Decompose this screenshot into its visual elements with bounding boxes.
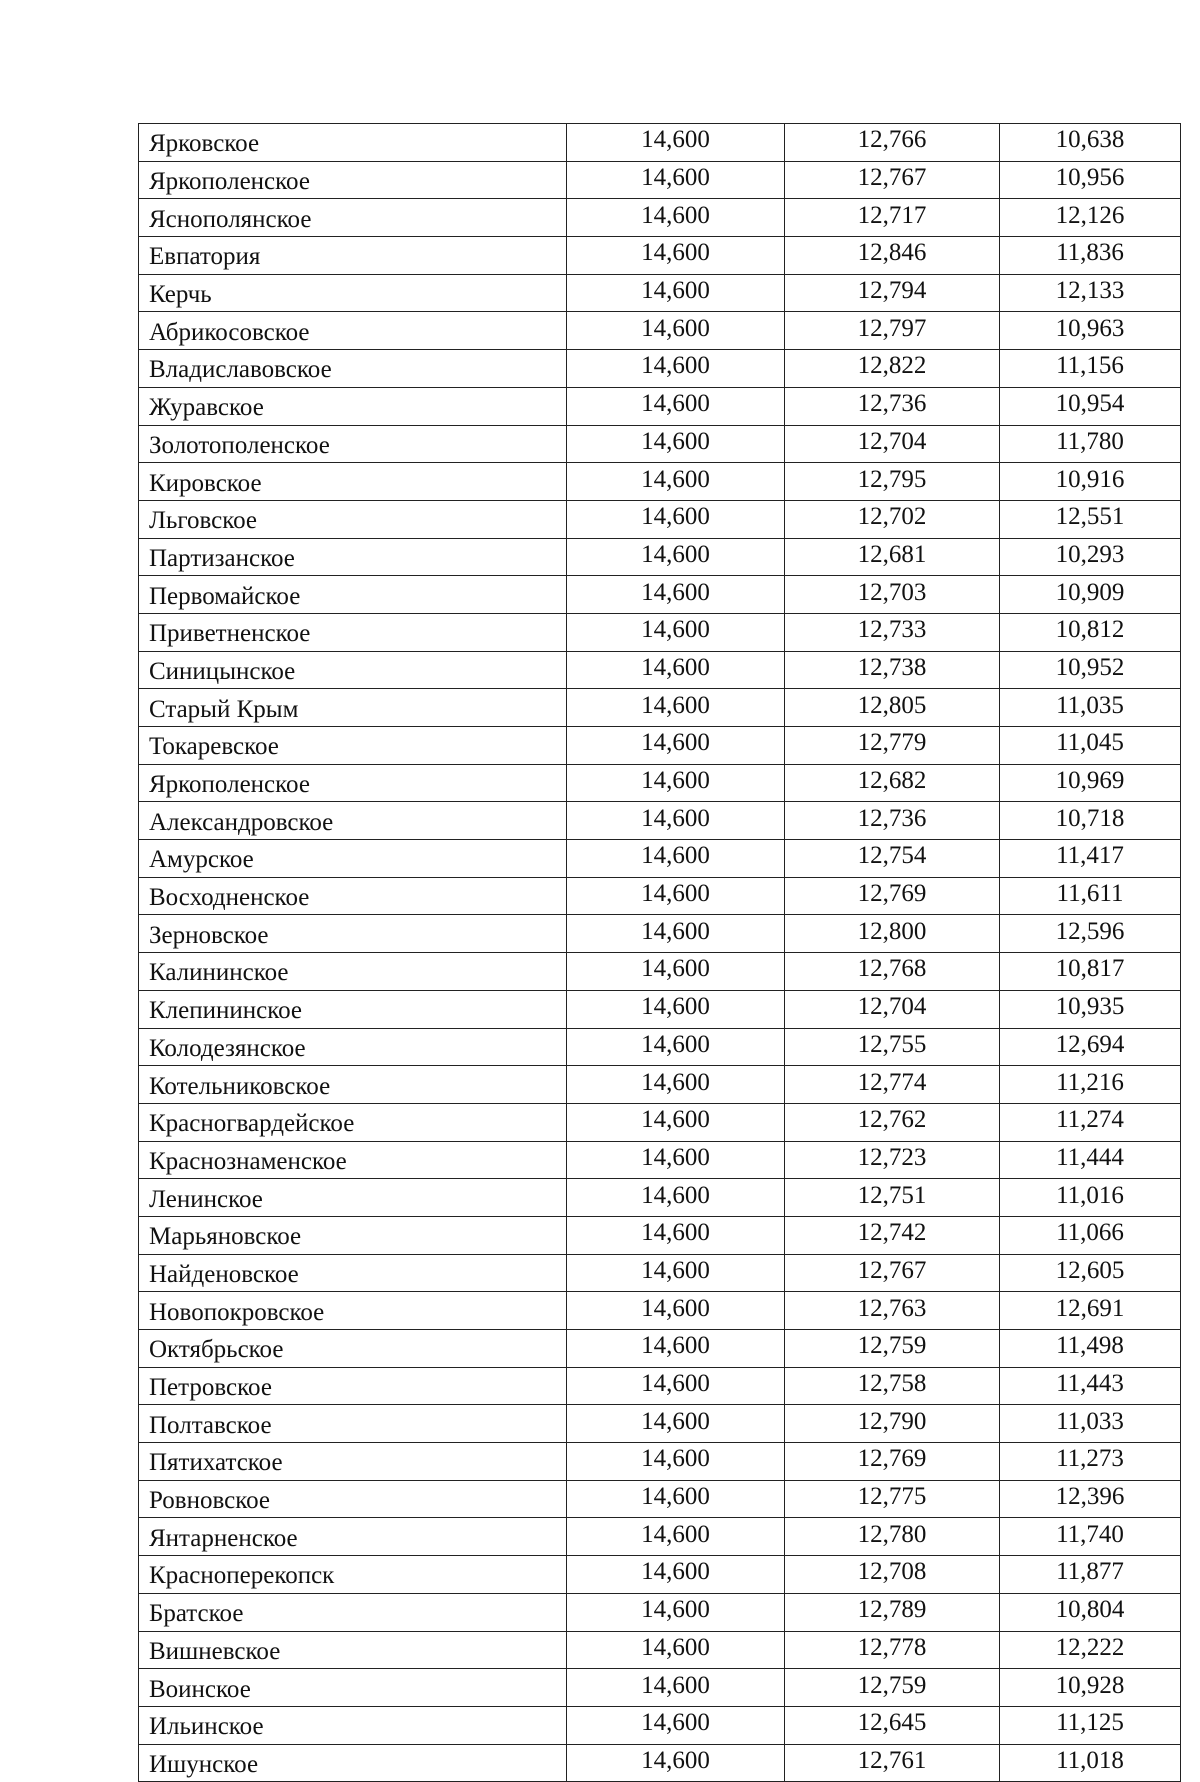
value-3-cell: 11,498 [1000,1330,1181,1368]
value-1-cell: 14,600 [567,463,785,501]
value-2-cell: 12,762 [785,1103,1000,1141]
value-3-cell: 10,952 [1000,651,1181,689]
table-row [139,1103,1181,1141]
value-3-cell: 11,066 [1000,1216,1181,1254]
table-row [139,613,1181,651]
table-row [139,1669,1181,1707]
table-row [139,1518,1181,1556]
value-2-cell: 12,736 [785,802,1000,840]
table-row [139,1631,1181,1669]
settlement-name-cell: Ишунское [139,1744,567,1782]
value-1-cell: 14,600 [567,651,785,689]
value-2-cell: 12,775 [785,1480,1000,1518]
table-row [139,1254,1181,1292]
value-2-cell: 12,846 [785,237,1000,275]
value-2-cell: 12,742 [785,1216,1000,1254]
value-2-cell: 12,769 [785,1443,1000,1481]
value-2-cell: 12,758 [785,1367,1000,1405]
settlement-name-cell: Ярковское [139,124,567,162]
value-2-cell: 12,759 [785,1669,1000,1707]
table-row [139,1593,1181,1631]
value-2-cell: 12,708 [785,1556,1000,1594]
value-2-cell: 12,763 [785,1292,1000,1330]
value-1-cell: 14,600 [567,1405,785,1443]
value-3-cell: 12,694 [1000,1028,1181,1066]
value-2-cell: 12,702 [785,500,1000,538]
value-2-cell: 12,767 [785,1254,1000,1292]
value-1-cell: 14,600 [567,1330,785,1368]
value-1-cell: 14,600 [567,613,785,651]
value-1-cell: 14,600 [567,1292,785,1330]
value-1-cell: 14,600 [567,877,785,915]
value-1-cell: 14,600 [567,1103,785,1141]
settlement-name-cell: Старый Крым [139,689,567,727]
value-1-cell: 14,600 [567,237,785,275]
value-1-cell: 14,600 [567,915,785,953]
settlement-name-cell: Журавское [139,387,567,425]
value-2-cell: 12,779 [785,727,1000,765]
value-1-cell: 14,600 [567,1066,785,1104]
value-2-cell: 12,766 [785,124,1000,162]
table-row [139,1066,1181,1104]
value-1-cell: 14,600 [567,1480,785,1518]
table-row [139,689,1181,727]
value-2-cell: 12,681 [785,538,1000,576]
settlement-name-cell: Яркополенское [139,764,567,802]
table-row [139,312,1181,350]
value-1-cell: 14,600 [567,1744,785,1782]
value-1-cell: 14,600 [567,990,785,1028]
settlement-name-cell: Братское [139,1593,567,1631]
value-3-cell: 11,016 [1000,1179,1181,1217]
settlement-name-cell: Найденовское [139,1254,567,1292]
table-row [139,387,1181,425]
settlement-name-cell: Петровское [139,1367,567,1405]
value-2-cell: 12,645 [785,1706,1000,1744]
settlement-name-cell: Золотополенское [139,425,567,463]
value-2-cell: 12,789 [785,1593,1000,1631]
value-3-cell: 11,780 [1000,425,1181,463]
table-row [139,1216,1181,1254]
value-1-cell: 14,600 [567,1669,785,1707]
value-2-cell: 12,733 [785,613,1000,651]
value-2-cell: 12,704 [785,990,1000,1028]
value-1-cell: 14,600 [567,764,785,802]
table-row [139,1405,1181,1443]
value-2-cell: 12,790 [785,1405,1000,1443]
settlement-name-cell: Янтарненское [139,1518,567,1556]
value-3-cell: 12,126 [1000,199,1181,237]
value-3-cell: 11,033 [1000,1405,1181,1443]
table-row [139,463,1181,501]
value-1-cell: 14,600 [567,1179,785,1217]
table-row [139,274,1181,312]
settlement-name-cell: Восходненское [139,877,567,915]
settlement-name-cell: Абрикосовское [139,312,567,350]
settlement-name-cell: Евпатория [139,237,567,275]
value-2-cell: 12,768 [785,953,1000,991]
value-2-cell: 12,751 [785,1179,1000,1217]
table-row [139,802,1181,840]
value-3-cell: 11,018 [1000,1744,1181,1782]
value-2-cell: 12,797 [785,312,1000,350]
value-2-cell: 12,759 [785,1330,1000,1368]
settlement-name-cell: Октябрьское [139,1330,567,1368]
value-3-cell: 12,551 [1000,500,1181,538]
value-3-cell: 10,963 [1000,312,1181,350]
settlement-name-cell: Яркополенское [139,161,567,199]
settlement-name-cell: Калининское [139,953,567,991]
settlement-name-cell: Владиславовское [139,350,567,388]
value-3-cell: 10,638 [1000,124,1181,162]
value-3-cell: 11,836 [1000,237,1181,275]
value-3-cell: 12,605 [1000,1254,1181,1292]
value-1-cell: 14,600 [567,1556,785,1594]
settlement-name-cell: Полтавское [139,1405,567,1443]
value-1-cell: 14,600 [567,1254,785,1292]
table-row [139,1179,1181,1217]
settlement-name-cell: Клепининское [139,990,567,1028]
value-1-cell: 14,600 [567,1216,785,1254]
value-3-cell: 10,293 [1000,538,1181,576]
value-2-cell: 12,805 [785,689,1000,727]
settlement-name-cell: Токаревское [139,727,567,765]
value-2-cell: 12,704 [785,425,1000,463]
table-row [139,915,1181,953]
table-row [139,953,1181,991]
table-row [139,237,1181,275]
value-2-cell: 12,761 [785,1744,1000,1782]
table-row [139,425,1181,463]
table-row [139,764,1181,802]
value-2-cell: 12,767 [785,161,1000,199]
table-row [139,1028,1181,1066]
value-1-cell: 14,600 [567,1593,785,1631]
value-1-cell: 14,600 [567,387,785,425]
data-table [138,123,1181,1782]
value-2-cell: 12,794 [785,274,1000,312]
value-2-cell: 12,754 [785,840,1000,878]
table-row [139,1480,1181,1518]
value-2-cell: 12,800 [785,915,1000,953]
value-2-cell: 12,795 [785,463,1000,501]
table-row [139,1744,1181,1782]
value-3-cell: 11,877 [1000,1556,1181,1594]
value-1-cell: 14,600 [567,350,785,388]
table-row [139,538,1181,576]
settlement-name-cell: Пятихатское [139,1443,567,1481]
value-3-cell: 11,156 [1000,350,1181,388]
value-1-cell: 14,600 [567,425,785,463]
table-row [139,877,1181,915]
value-3-cell: 10,954 [1000,387,1181,425]
value-3-cell: 11,740 [1000,1518,1181,1556]
value-1-cell: 14,600 [567,161,785,199]
value-3-cell: 10,916 [1000,463,1181,501]
table-row [139,161,1181,199]
settlement-name-cell: Колодезянское [139,1028,567,1066]
settlement-name-cell: Вишневское [139,1631,567,1669]
settlement-name-cell: Красноперекопск [139,1556,567,1594]
settlement-name-cell: Ленинское [139,1179,567,1217]
table-row [139,199,1181,237]
table-body [139,124,1181,1782]
value-2-cell: 12,682 [785,764,1000,802]
value-3-cell: 11,273 [1000,1443,1181,1481]
value-3-cell: 11,216 [1000,1066,1181,1104]
value-3-cell: 10,817 [1000,953,1181,991]
settlement-name-cell: Воинское [139,1669,567,1707]
value-3-cell: 10,956 [1000,161,1181,199]
value-3-cell: 11,611 [1000,877,1181,915]
table-row [139,1292,1181,1330]
settlement-name-cell: Александровское [139,802,567,840]
value-3-cell: 11,444 [1000,1141,1181,1179]
table-row [139,651,1181,689]
value-1-cell: 14,600 [567,1518,785,1556]
value-2-cell: 12,755 [785,1028,1000,1066]
table-row [139,350,1181,388]
settlement-name-cell: Первомайское [139,576,567,614]
value-3-cell: 11,035 [1000,689,1181,727]
settlement-name-cell: Амурское [139,840,567,878]
value-2-cell: 12,723 [785,1141,1000,1179]
value-2-cell: 12,774 [785,1066,1000,1104]
settlement-name-cell: Яснополянское [139,199,567,237]
value-2-cell: 12,717 [785,199,1000,237]
table-row [139,576,1181,614]
value-3-cell: 11,274 [1000,1103,1181,1141]
table-row [139,124,1181,162]
value-3-cell: 11,125 [1000,1706,1181,1744]
table-row [139,1330,1181,1368]
table-row [139,990,1181,1028]
settlement-name-cell: Марьяновское [139,1216,567,1254]
value-3-cell: 10,812 [1000,613,1181,651]
settlement-name-cell: Котельниковское [139,1066,567,1104]
value-1-cell: 14,600 [567,840,785,878]
value-3-cell: 10,718 [1000,802,1181,840]
settlement-name-cell: Ильинское [139,1706,567,1744]
table-row [139,840,1181,878]
value-3-cell: 10,935 [1000,990,1181,1028]
value-1-cell: 14,600 [567,1141,785,1179]
value-2-cell: 12,778 [785,1631,1000,1669]
value-1-cell: 14,600 [567,538,785,576]
value-2-cell: 12,822 [785,350,1000,388]
value-1-cell: 14,600 [567,802,785,840]
value-1-cell: 14,600 [567,124,785,162]
value-3-cell: 12,222 [1000,1631,1181,1669]
value-3-cell: 12,596 [1000,915,1181,953]
settlement-name-cell: Ровновское [139,1480,567,1518]
value-2-cell: 12,769 [785,877,1000,915]
value-3-cell: 10,969 [1000,764,1181,802]
value-1-cell: 14,600 [567,1631,785,1669]
value-3-cell: 12,396 [1000,1480,1181,1518]
value-3-cell: 10,909 [1000,576,1181,614]
value-1-cell: 14,600 [567,500,785,538]
table-row [139,727,1181,765]
value-1-cell: 14,600 [567,1706,785,1744]
value-2-cell: 12,736 [785,387,1000,425]
value-1-cell: 14,600 [567,1028,785,1066]
value-1-cell: 14,600 [567,953,785,991]
value-2-cell: 12,780 [785,1518,1000,1556]
table-row [139,1367,1181,1405]
value-2-cell: 12,703 [785,576,1000,614]
table-row [139,1443,1181,1481]
table-row [139,1706,1181,1744]
value-2-cell: 12,738 [785,651,1000,689]
settlement-name-cell: Льговское [139,500,567,538]
value-3-cell: 12,133 [1000,274,1181,312]
value-3-cell: 11,045 [1000,727,1181,765]
value-1-cell: 14,600 [567,1443,785,1481]
settlement-name-cell: Синицынское [139,651,567,689]
value-3-cell: 10,804 [1000,1593,1181,1631]
settlement-name-cell: Зерновское [139,915,567,953]
settlement-name-cell: Новопокровское [139,1292,567,1330]
settlement-name-cell: Приветненское [139,613,567,651]
value-1-cell: 14,600 [567,199,785,237]
value-1-cell: 14,600 [567,576,785,614]
value-3-cell: 12,691 [1000,1292,1181,1330]
settlement-name-cell: Партизанское [139,538,567,576]
settlement-name-cell: Керчь [139,274,567,312]
value-1-cell: 14,600 [567,727,785,765]
table-row [139,1556,1181,1594]
table-row [139,1141,1181,1179]
value-3-cell: 10,928 [1000,1669,1181,1707]
table-row [139,500,1181,538]
settlement-name-cell: Красногвардейское [139,1103,567,1141]
settlement-name-cell: Краснознаменское [139,1141,567,1179]
value-3-cell: 11,417 [1000,840,1181,878]
value-1-cell: 14,600 [567,274,785,312]
settlement-name-cell: Кировское [139,463,567,501]
value-1-cell: 14,600 [567,312,785,350]
value-1-cell: 14,600 [567,1367,785,1405]
value-3-cell: 11,443 [1000,1367,1181,1405]
value-1-cell: 14,600 [567,689,785,727]
